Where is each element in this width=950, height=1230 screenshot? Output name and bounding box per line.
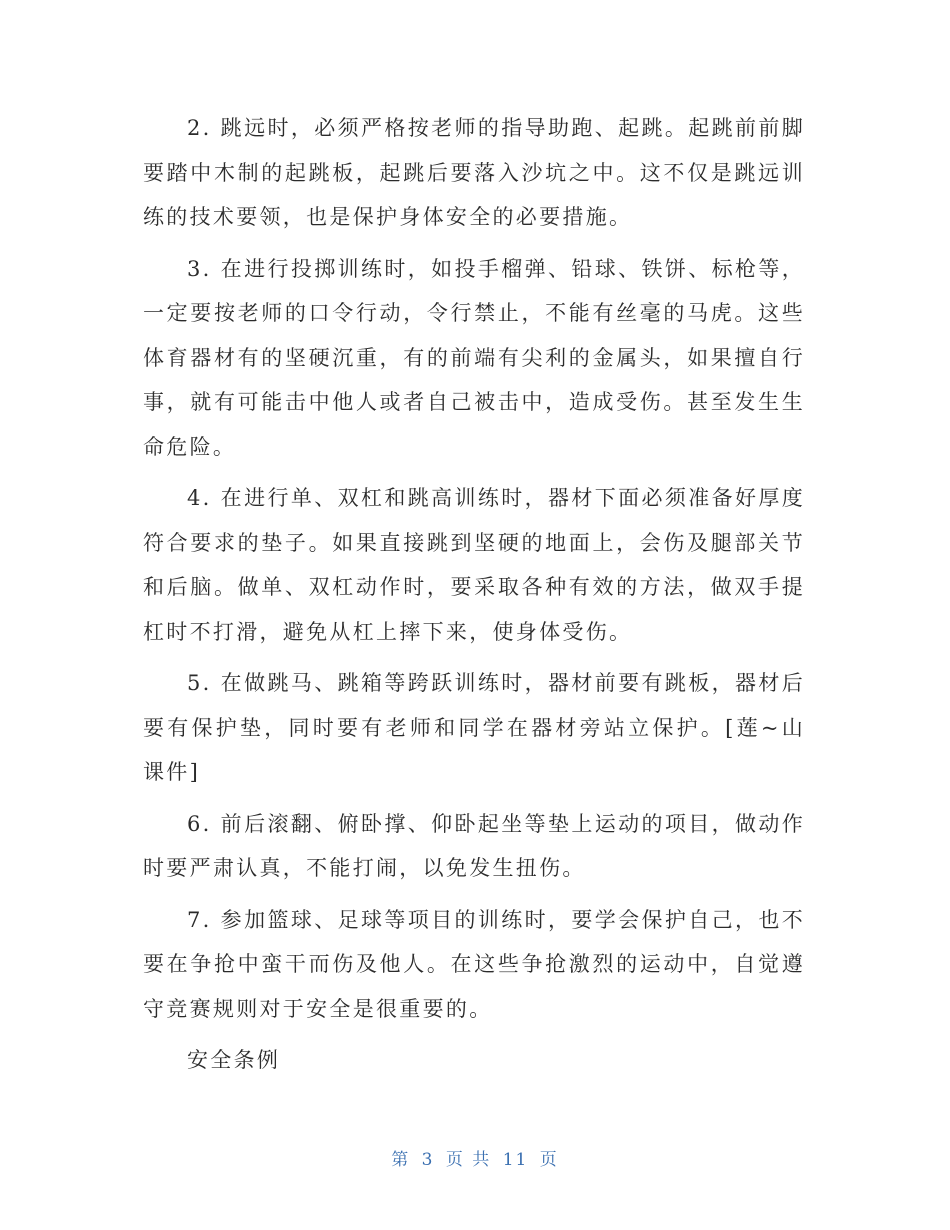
- paragraph-long-jump: 2. 跳远时，必须严格按老师的指导助跑、起跳。起跳前前脚要踏中木制的起跳板，起跳后要落入沙坑之中。这不仅是跳远训练的技术要领，也是保护身体安全的必要措施。: [143, 116, 805, 229]
- document-body: [143, 106, 805, 1083]
- footer-prefix: 第: [391, 1150, 411, 1170]
- page-number-footer: [0, 1148, 950, 1172]
- paragraph-bars-high-jump: 4. 在进行单、双杠和跳高训练时，器材下面必须准备好厚度符合要求的垫子。如果直接跳到坚硬的地面上，会伤及腿部关节和后脑。做单、双杠动作时，要采取各种有效的方法，做双手提杠时不打滑，避免从杠上摔下来，使身体受伤。: [143, 486, 805, 644]
- footer-suffix: 页: [539, 1150, 559, 1170]
- paragraph-throwing: 3. 在进行投掷训练时，如投手榴弹、铅球、铁饼、标枪等，一定要按老师的口令行动，令行禁止，不能有丝毫的马虎。这些体育器材有的坚硬沉重，有的前端有尖利的金属头，如果擅自行事，就有可能击中他人或者自己被击中，造成受伤。甚至发生生命危险。: [143, 256, 805, 459]
- footer-mid: 页 共: [445, 1150, 492, 1170]
- section-heading: 安全条例: [187, 1048, 281, 1072]
- paragraph-mat-exercises: 6. 前后滚翻、俯卧撑、仰卧起坐等垫上运动的项目，做动作时要严肃认真，不能打闹，以免发生扭伤。: [143, 811, 805, 880]
- paragraph-vaulting: 5. 在做跳马、跳箱等跨跃训练时，器材前要有跳板，器材后要有保护垫，同时要有老师和同学在器材旁站立保护。[莲~山 课件]: [143, 671, 805, 784]
- footer-current-page: 3: [421, 1150, 435, 1170]
- paragraph-ball-games: 7. 参加篮球、足球等项目的训练时，要学会保护自己，也不要在争抢中蛮干而伤及他人。在这些争抢激烈的运动中，自觉遵守竞赛规则对于安全是很重要的。: [143, 907, 805, 1021]
- footer-total-pages: 11: [502, 1150, 529, 1170]
